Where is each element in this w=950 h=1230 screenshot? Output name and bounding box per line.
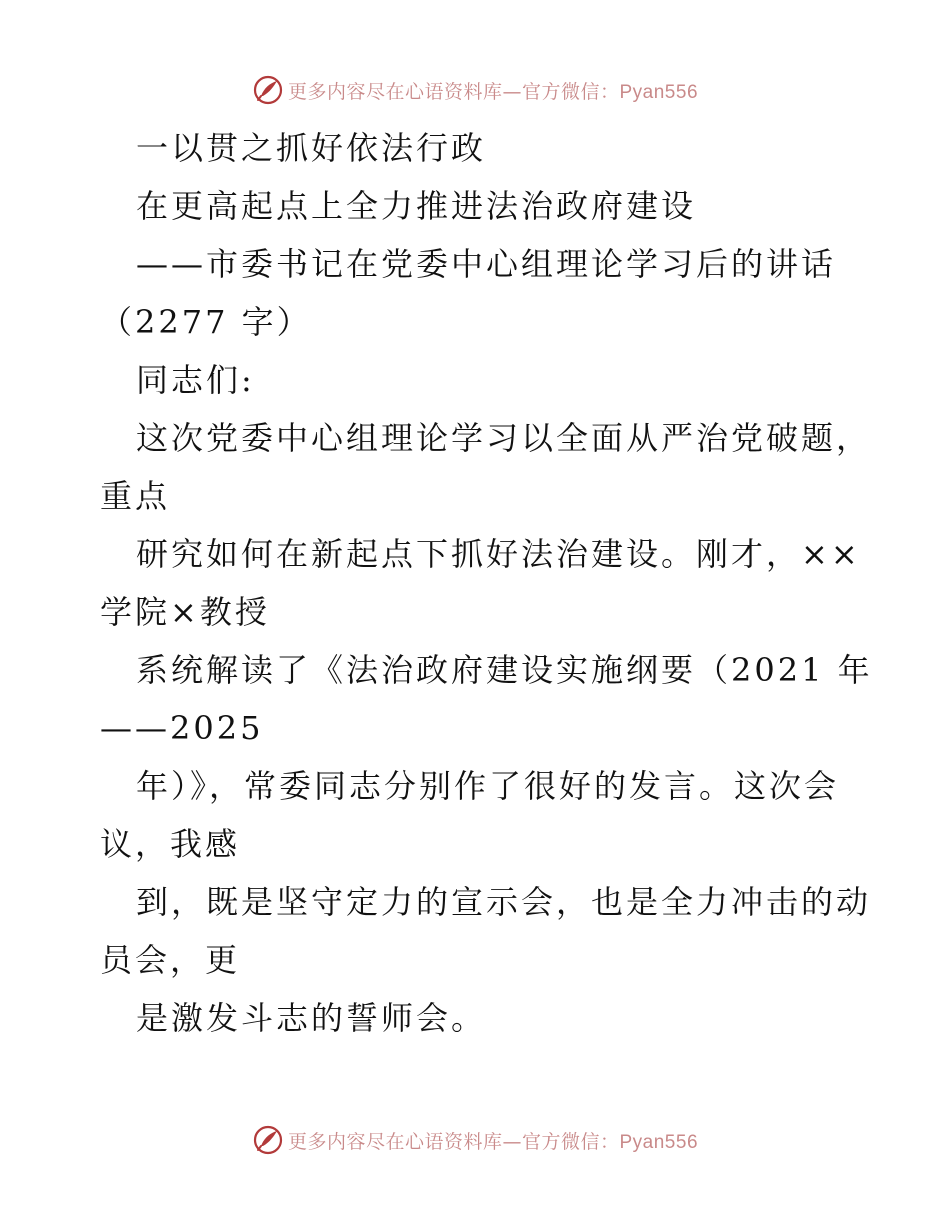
watermark-official: 官方微信： (521, 1130, 620, 1153)
doc-paragraph-line: 是激发斗志的誓师会。 (136, 999, 487, 1037)
doc-paragraph-line: 员会，更 (100, 941, 241, 979)
doc-paragraph-line: 研究如何在新起点下抓好法治建设。刚才，×× (136, 535, 861, 573)
watermark-site: 更多内容尽在心语资料库 (287, 80, 503, 103)
doc-paragraph-line: 年）》，常委同志分别作了很好的发言。这次会 (136, 767, 840, 805)
watermark-site: 更多内容尽在心语资料库 (287, 1130, 503, 1153)
doc-paragraph-line: 系统解读了《法治政府建设实施纲要（2021 年 (136, 651, 873, 689)
doc-title-line-2: 在更高起点上全力推进法治政府建设 (136, 187, 697, 225)
doc-paragraph-line: ——2025 (100, 709, 264, 747)
doc-paragraph-line: 到，既是坚守定力的宣示会，也是全力冲击的动 (136, 883, 872, 921)
footer-watermark (0, 1120, 950, 1160)
quill-logo-icon (252, 1124, 284, 1156)
doc-salutation: 同志们: (136, 361, 255, 399)
watermark-dash: — (502, 1130, 522, 1153)
quill-logo-icon (252, 74, 284, 106)
header-watermark (0, 70, 950, 110)
watermark-handle: Pyan556 (619, 1131, 699, 1153)
doc-paragraph-line: 议，我感 (100, 825, 241, 863)
doc-paragraph-line: 学院×教授 (100, 593, 270, 631)
doc-title-line-1: 一以贯之抓好依法行政 (136, 129, 487, 167)
watermark-text (288, 1127, 698, 1154)
doc-paragraph-line: 这次党委中心组理论学习以全面从严治党破题， (136, 419, 872, 457)
doc-word-count: （2277 字） (100, 303, 312, 341)
doc-paragraph-line: 重点 (100, 477, 171, 515)
watermark-dash: — (502, 80, 522, 103)
watermark-official: 官方微信： (521, 80, 620, 103)
doc-subtitle: ——市委书记在党委中心组理论学习后的讲话 (136, 245, 837, 283)
watermark-text (288, 77, 698, 104)
watermark-handle: Pyan556 (619, 81, 699, 103)
